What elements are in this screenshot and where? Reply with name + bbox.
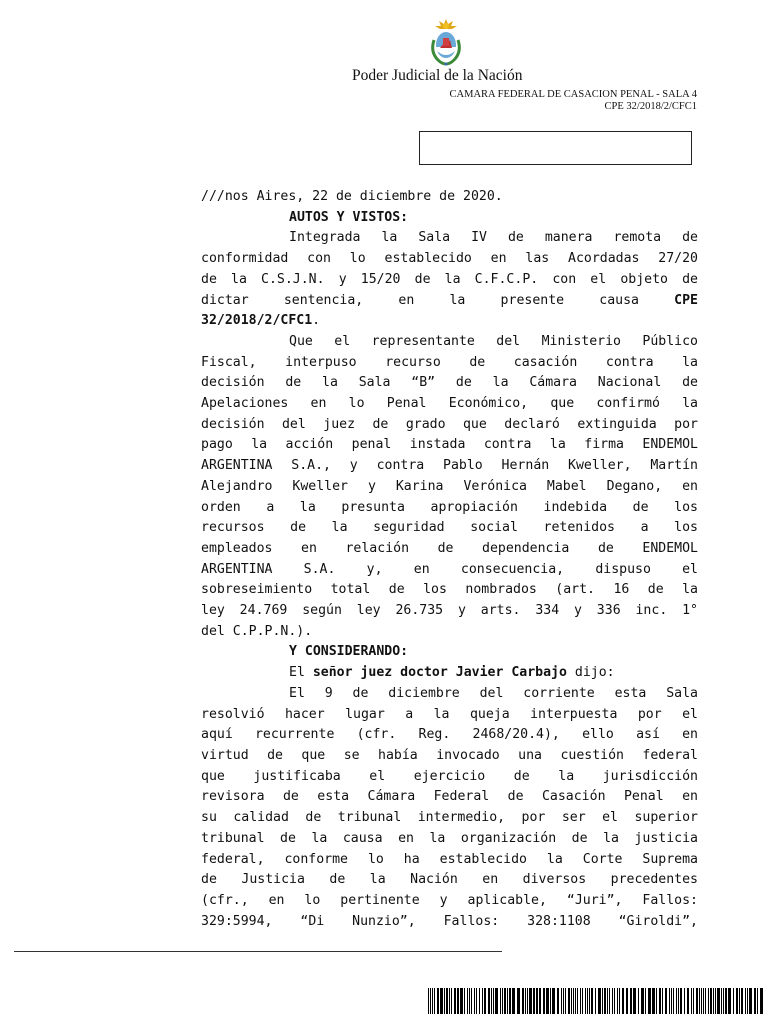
body-line: ARGENTINA S.A. y, en consecuencia, dispuso el [201,561,698,577]
body-line: 32/2018/2/CFC1. [201,313,321,329]
body-line: Que el representante del Ministerio Público [289,333,698,349]
body-line: Alejandro Kweller y Karina Verónica Mabel Degano, en [201,478,698,494]
body-line: dictar sentencia, en la presente causa CPE [201,292,698,308]
body-line: del C.P.P.N.). [201,623,313,639]
document-body [201,187,698,932]
body-line: Fiscal, interpuso recurso de casación contra la [201,354,698,370]
body-line: El 9 de diciembre del corriente esta Sala [289,685,698,701]
body-line: revisora de esta Cámara Federal de Casación Penal en [201,789,698,805]
body-line: conformidad con lo establecido en las Acordadas 27/20 [201,251,698,267]
blank-stamp-box [419,131,692,165]
section-heading-considerando: Y CONSIDERANDO: [289,644,409,660]
body-line: su calidad de tribunal intermedio, por ser el superior [201,810,698,826]
body-line: decisión del juez de grado que declaró extinguida por [201,416,698,432]
body-line: federal, conforme lo ha establecido la Corte Suprema [201,851,698,867]
barcode-icon [428,988,764,1014]
body-line: de la C.S.J.N. y 15/20 de la C.F.C.P. con el objeto de [201,271,698,287]
body-line: que justificaba el ejercicio de la jurisdicción [201,768,698,784]
body-line: recursos de la seguridad social retenidos a los [201,520,698,536]
body-line: sobreseimiento total de los nombrados (art. 16 de la [201,582,698,598]
body-line: ley 24.769 según ley 26.735 y arts. 334 y 336 inc. 1° [201,603,698,619]
judge-name: señor juez doctor Javier Carbajo [312,665,567,681]
body-line: decisión de la Sala “B” de la Cámara Nacional de [201,375,698,391]
body-line: empleados en relación de dependencia de ENDEMOL [201,540,698,556]
coat-of-arms-icon [424,18,468,66]
body-line: (cfr., en lo pertinente y aplicable, “Juri”, Fallos: [201,892,698,908]
body-line: Apelaciones en lo Penal Económico, que confirmó la [201,396,698,412]
body-line: orden a la presunta apropiación indebida de los [201,499,698,515]
body-line: 329:5994, “Di Nunzio”, Fallos: 328:1108 “Giroldi”, [201,913,698,929]
section-heading-autos: AUTOS Y VISTOS: [289,209,409,225]
body-line: Integrada la Sala IV de manera remota de [289,230,698,246]
body-line: de Justicia de la Nación en diversos precedentes [201,872,698,888]
footnote-separator [14,951,502,952]
body-line: pago la acción penal instada contra la firma ENDEMOL [201,437,698,453]
date-line: ///nos Aires, 22 de diciembre de 2020. [201,189,503,204]
case-reference: CPE 32/2018/2/CFC1 [604,101,697,112]
body-line: tribunal de la causa en la organización de la justicia [201,830,698,846]
institution-name: Poder Judicial de la Nación [352,67,523,84]
body-line: aquí recurrente (cfr. Reg. 2468/20.4), ello así en [201,727,698,743]
chamber-name: CAMARA FEDERAL DE CASACION PENAL - SALA 4 [449,89,697,100]
body-line: virtud de que se había invocado una cuestión federal [201,747,698,763]
body-line: resolvió hacer lugar a la queja interpuesta por el [201,706,698,722]
body-line: ARGENTINA S.A., y contra Pablo Hernán Kweller, Martín [201,458,698,474]
judge-intro-line: El señor juez doctor Javier Carbajo dijo: [289,665,615,681]
